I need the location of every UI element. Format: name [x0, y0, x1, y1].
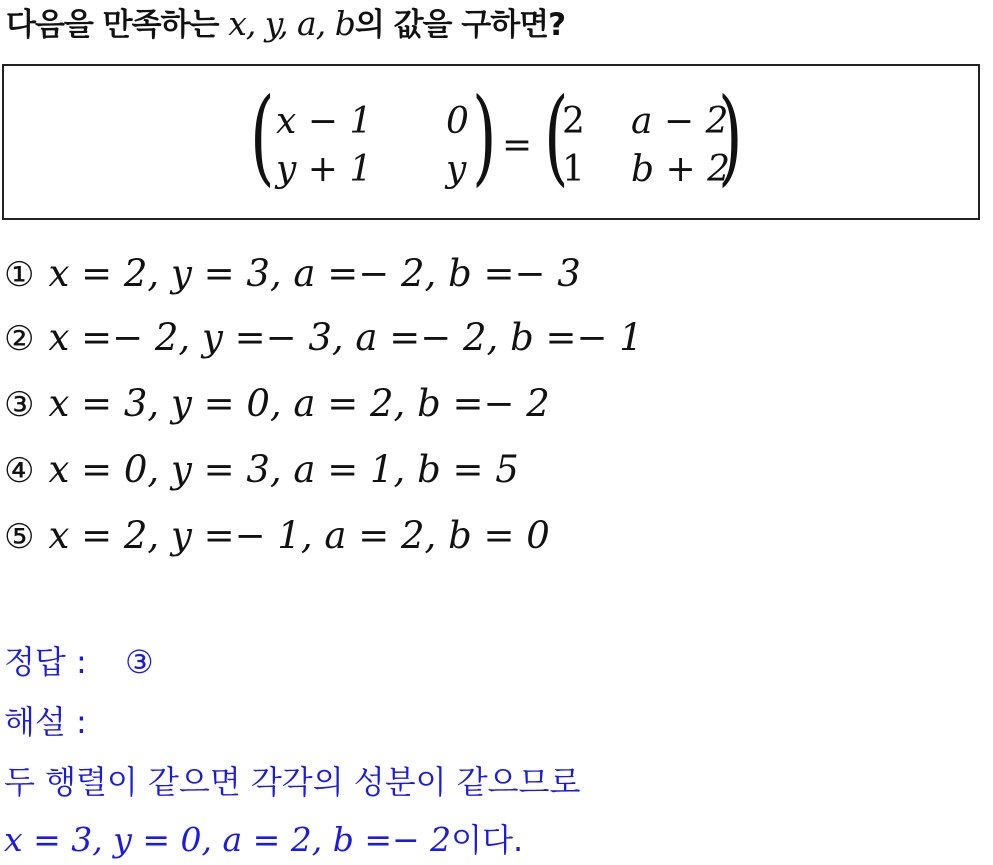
- question-suffix: 의 값을 구하면?: [354, 7, 566, 43]
- question-text: [6, 2, 565, 47]
- left-matrix-open-paren: (: [250, 75, 275, 197]
- choice-1[interactable]: [4, 248, 581, 298]
- explanation-label: 해설 :: [4, 703, 87, 741]
- equals-sign: =: [502, 125, 533, 166]
- choice-2[interactable]: [4, 312, 643, 362]
- choice-2-mark: ②: [4, 319, 35, 359]
- answer-label: 정답 :: [4, 643, 87, 681]
- matrix-equation: [4, 66, 978, 218]
- right-matrix-cell-22: b + 2: [631, 149, 730, 190]
- explanation-line-2: [4, 818, 523, 862]
- choice-3-text: x = 3, y = 0, a = 2, b =− 2: [48, 382, 550, 425]
- choice-5[interactable]: [4, 510, 550, 560]
- answer-line: [4, 640, 154, 684]
- explanation-tail: 이다.: [451, 821, 524, 859]
- choice-4-text: x = 0, y = 3, a = 1, b = 5: [48, 448, 519, 491]
- equation-box: [2, 64, 980, 220]
- question-prefix: 다음을 만족하는: [6, 7, 219, 43]
- right-matrix-cell-12: a − 2: [631, 101, 729, 142]
- choice-1-mark: ①: [4, 255, 35, 295]
- choice-3[interactable]: [4, 378, 550, 428]
- choice-1-text: x = 2, y = 3, a =− 2, b =− 3: [48, 252, 581, 295]
- choice-5-mark: ⑤: [4, 517, 35, 557]
- left-matrix-cell-12: 0: [446, 101, 469, 142]
- left-matrix-close-paren: ): [472, 75, 497, 197]
- choice-4[interactable]: [4, 444, 519, 494]
- left-matrix-cell-21: y + 1: [276, 149, 373, 190]
- explanation-line-1: 두 행렬이 같으면 각각의 성분이 같으므로: [4, 763, 581, 801]
- question-variables: x, y, a, b: [228, 4, 355, 43]
- choice-3-mark: ③: [4, 385, 35, 425]
- right-matrix-open-paren: (: [544, 75, 569, 197]
- right-matrix-cell-11: 2: [562, 101, 585, 142]
- left-matrix-cell-22: y: [446, 149, 467, 190]
- right-matrix-close-paren: ): [718, 75, 743, 197]
- left-matrix-cell-11: x − 1: [276, 101, 373, 142]
- answer-value: ③: [124, 643, 154, 681]
- choice-4-mark: ④: [4, 451, 35, 491]
- choice-2-text: x =− 2, y =− 3, a =− 2, b =− 1: [48, 316, 643, 359]
- explanation-math: x = 3, y = 0, a = 2, b =− 2: [4, 820, 452, 859]
- choice-5-text: x = 2, y =− 1, a = 2, b = 0: [48, 514, 550, 557]
- right-matrix-cell-21: 1: [562, 149, 585, 190]
